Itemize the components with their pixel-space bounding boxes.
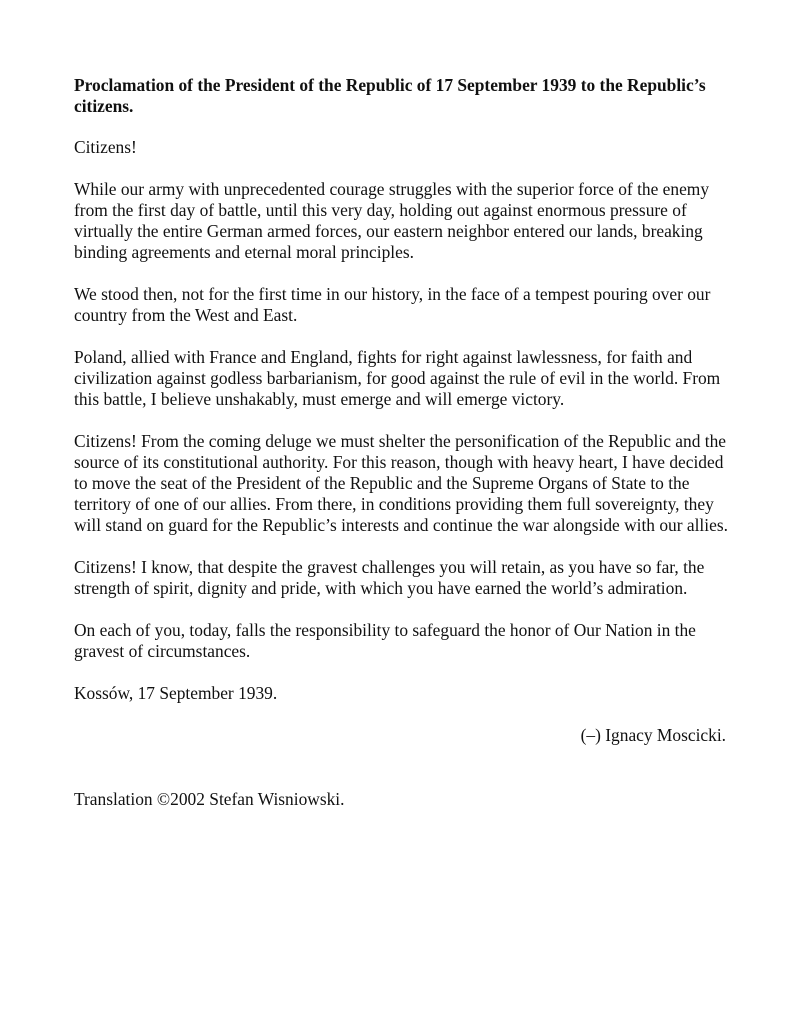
signature: (–) Ignacy Moscicki. xyxy=(580,725,726,745)
translation-credit: Translation ©2002 Stefan Wisniowski. xyxy=(74,789,345,809)
place-and-date: Kossów, 17 September 1939. xyxy=(74,683,278,703)
paragraph-responsibility: On each of you, today, falls the responsibility to safeguard the honor of Our Nation in the gravest of circumstances. xyxy=(74,620,696,661)
salutation: Citizens! xyxy=(74,137,137,157)
paragraph-seat-move: Citizens! From the coming deluge we must shelter the personification of the Republic and the source of its constitutional authority. For this reason, though with heavy heart, I have decided to move the seat of the President of the Republic and the Supreme Organs of State to the territory of one of our allies. From there, in conditions providing them full sovereignty, they will stand on guard for the Republic’s interests and continue the war alongside with our allies. xyxy=(74,431,728,535)
paragraph-army-struggle: While our army with unprecedented courage struggles with the superior force of the enemy from the first day of battle, until this very day, holding out against enormous pressure of virtually the entire German armed forces, our eastern neighbor entered our lands, breaking binding agreements and eternal moral principles. xyxy=(74,179,710,262)
proclamation-document xyxy=(74,75,734,810)
paragraph-spirit: Citizens! I know, that despite the gravest challenges you will retain, as you have so far, the strength of spirit, dignity and pride, with which you have earned the world’s admiration. xyxy=(74,557,705,598)
paragraph-tempest: We stood then, not for the first time in our history, in the face of a tempest pouring over our country from the West and East. xyxy=(74,284,711,325)
paragraph-allies: Poland, allied with France and England, fights for right against lawlessness, for faith and civilization against godless barbarianism, for good against the rule of evil in the world. From this battle, I believe unshakably, must emerge and will emerge victory. xyxy=(74,347,721,409)
document-title: Proclamation of the President of the Republic of 17 September 1939 to the Republic’s citizens. xyxy=(74,75,706,116)
